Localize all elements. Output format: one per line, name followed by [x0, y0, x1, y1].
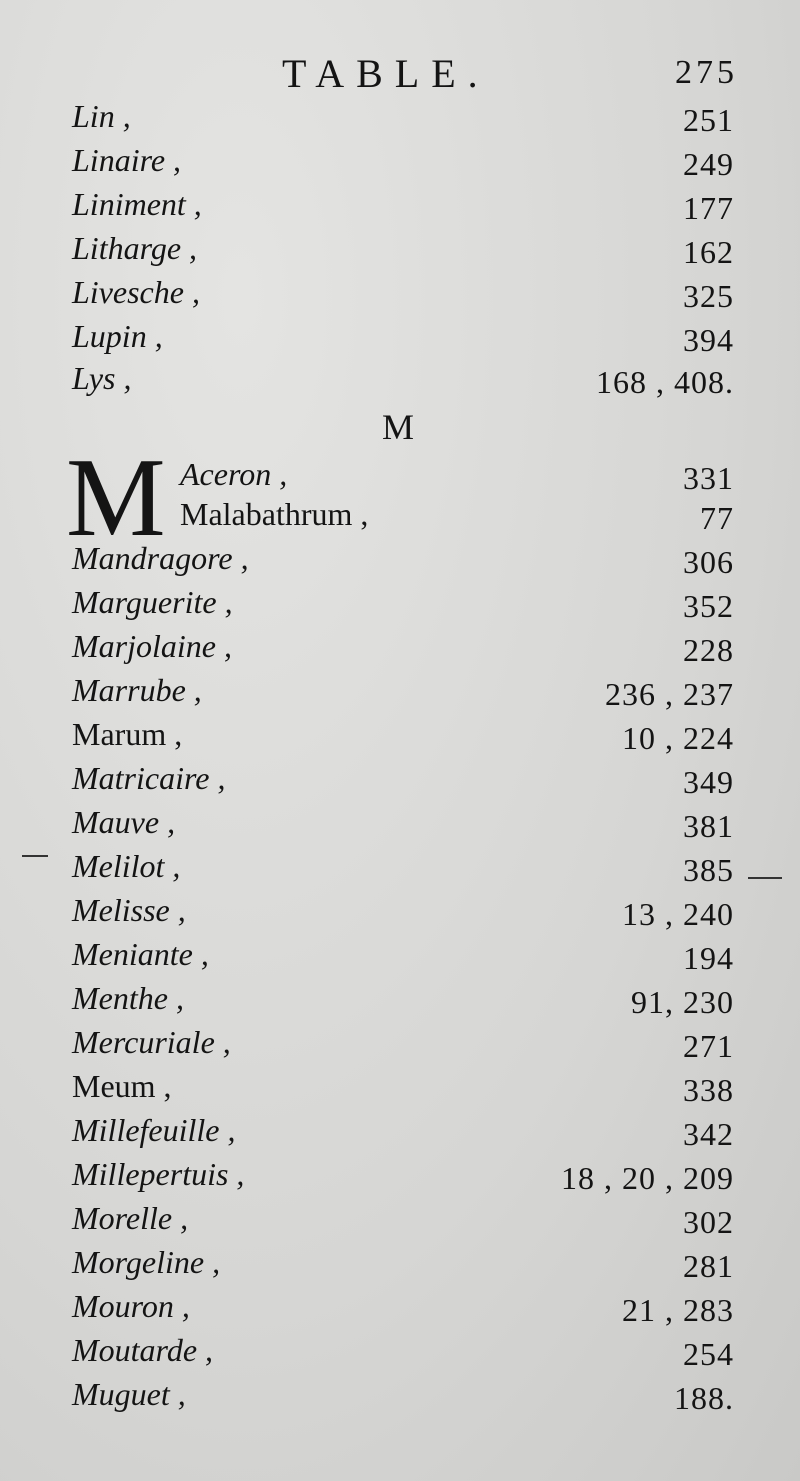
index-pages: 10 , 224: [622, 720, 734, 756]
index-term: Marjolaine ,: [72, 628, 232, 664]
index-entry: [0, 980, 800, 1024]
margin-mark-dash: [22, 855, 48, 857]
index-pages: 236 , 237: [605, 676, 734, 712]
index-pages: 21 , 283: [622, 1292, 734, 1328]
index-term: Muguet ,: [72, 1376, 186, 1412]
index-pages: 168 , 408.: [596, 364, 734, 400]
index-term: Meniante ,: [72, 936, 209, 972]
section-heading: M: [382, 407, 415, 447]
index-pages: 77: [700, 500, 734, 536]
index-pages: 251: [683, 102, 734, 138]
index-term: Morgeline ,: [72, 1244, 221, 1280]
index-pages: 254: [683, 1336, 734, 1372]
index-term: Melilot ,: [72, 848, 181, 884]
index-pages: 385: [683, 852, 734, 888]
index-entry: [0, 1288, 800, 1332]
index-pages: 91, 230: [631, 984, 734, 1020]
index-term: Marrube ,: [72, 672, 202, 708]
index-term: Litharge ,: [72, 230, 198, 266]
index-entry: [0, 1112, 800, 1156]
index-entry: [0, 1200, 800, 1244]
index-entry: [0, 98, 800, 142]
index-entry: [0, 360, 800, 404]
index-pages: 349: [683, 764, 734, 800]
index-pages: 338: [683, 1072, 734, 1108]
index-term: Mandragore ,: [72, 540, 249, 576]
index-pages: 325: [683, 278, 734, 314]
index-pages: 13 , 240: [622, 896, 734, 932]
index-term: Menthe ,: [72, 980, 184, 1016]
index-entry: [0, 186, 800, 230]
index-entry: [0, 496, 800, 540]
index-term: Lin ,: [72, 98, 131, 134]
index-pages: 177: [683, 190, 734, 226]
running-title: TABLE.: [282, 51, 490, 96]
index-term: Meum ,: [72, 1068, 172, 1104]
index-entry: [0, 142, 800, 186]
index-entry: [0, 230, 800, 274]
index-entry: [0, 760, 800, 804]
index-pages: 306: [683, 544, 734, 580]
index-entry: [0, 274, 800, 318]
index-entry: [0, 892, 800, 936]
index-term: Linaire ,: [72, 142, 182, 178]
index-pages: 302: [683, 1204, 734, 1240]
index-term: Lys ,: [72, 360, 132, 396]
index-term: Malabathrum ,: [180, 496, 369, 532]
page-header: [0, 48, 800, 98]
index-pages: 331: [683, 460, 734, 496]
drop-cap: M: [66, 436, 166, 560]
index-term: Moutarde ,: [72, 1332, 214, 1368]
index-entry: [0, 1332, 800, 1376]
index-pages: 381: [683, 808, 734, 844]
index-pages: 188.: [674, 1380, 734, 1416]
index-term: Marguerite ,: [72, 584, 233, 620]
index-pages: 352: [683, 588, 734, 624]
index-term: Marum ,: [72, 716, 183, 752]
page-number: 275: [675, 54, 738, 91]
index-entry: [0, 540, 800, 584]
index-entry: [0, 672, 800, 716]
index-term: Morelle ,: [72, 1200, 189, 1236]
index-pages: 228: [683, 632, 734, 668]
index-term: Matricaire ,: [72, 760, 226, 796]
index-entry: [0, 1376, 800, 1420]
index-pages: 18 , 20 , 209: [561, 1160, 734, 1196]
index-entry: [0, 628, 800, 672]
index-entry: [0, 936, 800, 980]
index-pages: 162: [683, 234, 734, 270]
index-term: Melisse ,: [72, 892, 186, 928]
index-pages: 342: [683, 1116, 734, 1152]
index-pages: 249: [683, 146, 734, 182]
index-term: Mercuriale ,: [72, 1024, 231, 1060]
index-entry: [0, 1244, 800, 1288]
index-pages: 271: [683, 1028, 734, 1064]
index-term: Livesche ,: [72, 274, 200, 310]
index-pages: 394: [683, 322, 734, 358]
index-entry: [0, 716, 800, 760]
index-term: Mouron ,: [72, 1288, 190, 1324]
margin-mark-dash: [748, 877, 782, 879]
index-entry: [0, 584, 800, 628]
index-entry: [0, 456, 800, 500]
index-entry: [0, 1156, 800, 1200]
index-term: Millepertuis ,: [72, 1156, 245, 1192]
index-entry: [0, 1024, 800, 1068]
index-term: Aceron ,: [180, 456, 288, 492]
index-term: Lupin ,: [72, 318, 163, 354]
index-term: Mauve ,: [72, 804, 176, 840]
index-entry: [0, 848, 800, 892]
index-pages: 194: [683, 940, 734, 976]
index-entry: [0, 1068, 800, 1112]
index-entry: [0, 318, 800, 362]
index-entry: [0, 804, 800, 848]
index-term: Millefeuille ,: [72, 1112, 236, 1148]
index-term: Liniment ,: [72, 186, 202, 222]
index-pages: 281: [683, 1248, 734, 1284]
